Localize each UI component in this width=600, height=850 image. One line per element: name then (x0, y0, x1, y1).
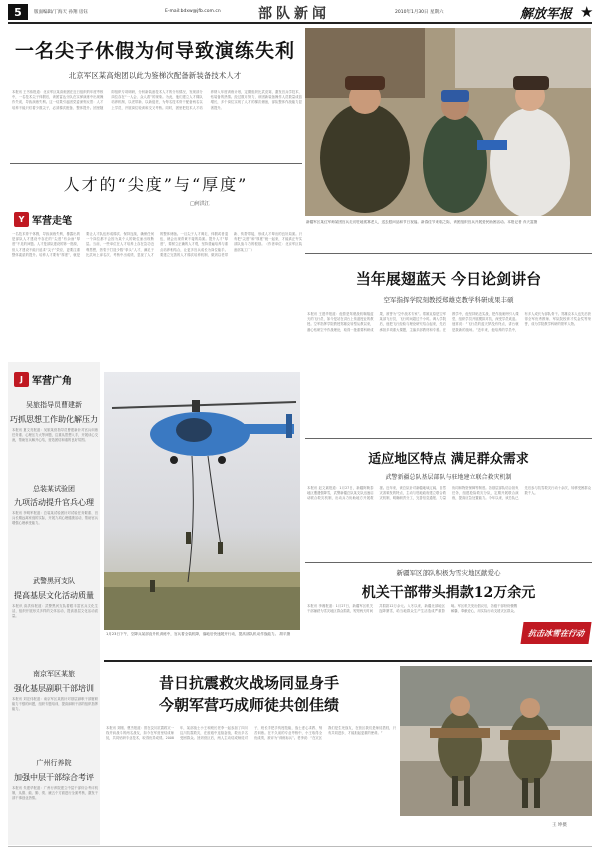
helicopter-photo-caption: 1月23日下午，空降兵某部直升机训练中，官兵着全装机降，落地后快速展开行动，提高部队机动作战能力。 胡平摄 (106, 632, 291, 636)
side-item-kicker: 南京军区某旅 (33, 670, 75, 678)
rescue-divider (305, 438, 592, 439)
rescue-headline: 适应地区特点 满足群众需求 (368, 452, 529, 467)
issue-date: 2010年1月30日 星期六 (395, 10, 444, 15)
donation-divider (305, 562, 592, 563)
side-item-kicker: 吴旅指导员曹建新 (26, 401, 82, 409)
side-item-title: 巧抓思想工作助化解压力 (10, 415, 98, 424)
soldiers-training-photo (400, 666, 592, 816)
donation-body-text: 本报讯 李湘报道：1月27日，新疆军区机关干部踊跃为雪灾地区群众捐款，短短两天时间共捐款12万余元。入冬以来，新疆北部地区连降暴雪，给当地群众生产生活造成严重影响。军区机关发出倡议后，各级干部纷纷慷慨解囊，奉献爱心，用实际行动支援灾区群众。 (307, 604, 517, 614)
paper-name-logo: 解放军报 (520, 7, 573, 22)
email-line: E-mail:bdxw@jfb.com.cn (165, 9, 221, 14)
feature-headline: 人才的“尖度”与“厚度” (63, 175, 249, 194)
side-item-kicker: 广州行养院 (36, 759, 72, 767)
lead-body-text: 本报讯 王书伟报道：北京军区某高炮团在近日组织的年度考核中，一名技术尖子休假后，该团雷达分队在实弹演练中出现操作失误，导致演练失利。这一结果引起团党委深刻反思：人才培养不能只盯着少数尖子，必须梯次配备、整体提升。团里随即组织专项调研，分析新装备技术人才的分布情况，发现部分岗位存在“一人会、众人看”的现象。为此，他们建立人才梯队培养机制，以老带新、以新促老，为每名技术骨干配备两名以上学员，开展岗位轮训和交叉考核。同时，团里把技术人才培养纳入年度训练计划，定期组织比武竞赛，激发官兵学技术、钻装备的热情。经过数月努力，该团新装备操作人员数量成倍增长，多个岗位实现了人才的梯次储备，部队整体作战能力显著提升。 (12, 90, 302, 110)
training-body-text: 本报讯 王建华报道：他曾是驾驶战机翱翔蓝天的飞行员，如今是站在讲台上传道授业的教授。空军指挥学院教授郑雄克转型从教以来，潜心钻研空中作战理论，取得一批重要科研成果，被誉为“空中战术专家”。郑雄克原是空军某部飞行员，飞行时间超过千小时。调入学院后，他把飞行经验与理论研究结合起来，先后承担多项重大课题，主编多部教材和专著。在教学中，他坚持贴近实战，把作战案例引入课堂，组织学员开展模拟对抗，深受学员欢迎。他常说：“飞行员的蓝天梦没有终点，讲台就是我新的战场。”近年来，他培养的学员中，有多人成长为部队骨干。郑雄克本人也先后获得全军优秀教师、军队院校育才奖金奖等荣誉，成为学院教学科研的领军人物。 (307, 312, 591, 332)
bottom-photo-byline: 王 坤摄 (552, 823, 567, 828)
campaign-badge (520, 622, 591, 644)
side-column-tag-label: 军营广角 (32, 376, 72, 387)
donation-kicker: 新疆军区部队积极为雪灾地区献爱心 (396, 569, 501, 577)
column-tag-label: 军营走笔 (32, 216, 72, 227)
lead-divider (10, 163, 302, 164)
rescue-body-text: 本报讯 赵文斌报道：1月27日，新疆阿勒泰地区遭遇强降雪，武警新疆总队某支队迅速启动联合救灾机制，出动兵力协助地方开展救援。近年来，该总队针对新疆地域辽阔、自然灾害频发的特点，主动与驻地政府建立联合救灾机制，明确职责分工，完善信息通报、力量协同和物资保障等制度。各基层部队结合担负任务，组建抢险救灾分队，定期开展联合演练，提高应急处置能力。今年以来，该总队已先后参与抗雪救灾行动十余次，转移受困群众数千人。 (307, 486, 591, 501)
side-item-body: 本报讯 高洪伟报道：武警黑河支队着眼丰富官兵文化生活，组织开展形式多样的文体活动，提高基层文化活动质量。 (12, 604, 98, 619)
elderly-visit-photo-art (305, 28, 591, 216)
side-column-tag (14, 372, 72, 387)
top-photo-caption: 新疆军区某红军师某团官兵走访驻地孤寡老人，送去慰问品和节日祝福。新春佳节来临之际，该团组织官兵开展爱民助困活动。本报记者 乔天富摄 (306, 220, 538, 224)
side-column-tag-icon: J (14, 372, 29, 387)
side-item-title: 提高基层文化活动质量 (14, 591, 94, 600)
editors-line: 版面编辑/丁海天 孙翔 房钰 (34, 10, 88, 15)
page-number-box (8, 4, 28, 20)
helicopter-training-photo-art (104, 372, 300, 630)
column-tag-icon: Y (14, 212, 29, 227)
helicopter-training-photo (104, 372, 300, 630)
bottom-divider (104, 660, 592, 662)
feature-body-text: 一名技术骨干休假，导致演练失利，暴露出的是部队人才建设中存在的“尖度”有余而“厚度”不足的问题。人才是部队建设的第一资源，但人才建设不能只追求“尖子”效应，更要注重整体素质的提升。培养人才要有“厚度”，就是要让人才队伍形成梯次、保持连续，确保任何一个岗位都不会因为某个人的缺位而出现断层。当前，一些单位在人才培养上存在急功近利思想，热衷于打造少数“拳头”人才，满足于比武场上拿名次、考核中出成绩，忽视了人才的整体储备。一旦尖子人才调走、休假或者退伍，就会出现青黄不接的局面。提升人才“厚度”，要树立正确的人才观，坚持普遍培养与重点培养相结合，让更多官兵成长为岗位能手。要建立完善的人才梯次培养机制，做到以老带新、传帮带接，形成人才辈出的良好局面。只有把“尖度”和“厚度”统一起来，才能真正夯实部队战斗力的根基。（作者单位：北京军区装备部某工厂） (12, 232, 302, 257)
rescue-subhead: 武警新疆总队基层部队与驻地建立联合救灾机制 (385, 474, 512, 481)
page-number: 5 (14, 5, 22, 19)
column-tag (14, 212, 72, 227)
bottom-headline-line2: 今朝军营巧成师徒共创佳绩 (158, 696, 339, 714)
bottom-body-text: 本报讯 刘刚、曹杰报道：曾在汶川抗震救灾一线并肩战斗的两名战友，如今在军营里结成师徒，共同钻研专业技术，取得优异成绩。2008年，某部战士小王和班长老李一起参加了四川汶川抗震救灾，在废墟中连续奋战，救出多名受困群众。回到营区后，两人主动结成师徒对子，班长手把手传授技能，战士虚心求教、刻苦训练。在不久前的专业考核中，小王取得全优成绩，被评为“训练标兵”。老李说：“在灾区我们是生死战友，在营区我们是师徒搭档，只有共同进步，才能担起更重的使命。” (106, 726, 396, 741)
side-item-kicker: 武警黑河支队 (33, 577, 75, 585)
soldiers-training-photo-art (400, 666, 592, 816)
feature-byline: □何洪江 (190, 201, 210, 207)
side-item-title: 九项活动提升官兵心理 (14, 498, 94, 507)
campaign-badge-text: 抗击冰雪在行动 (527, 628, 585, 638)
donation-headline: 机关干部带头捐款12万余元 (361, 585, 536, 601)
bottom-headline-line1: 昔日抗震救灾战场同显身手 (158, 674, 339, 692)
footer-rule (8, 846, 592, 847)
side-item-body: 本报讯 朱建华报道：广州行养院建立中层干部综合考评机制，从德、能、勤、绩、廉五个方面进行全面考核，激发干部干事创业热情。 (12, 786, 98, 801)
top-photo-divider (305, 253, 592, 254)
side-item-kicker: 总装某试验团 (33, 485, 75, 493)
masthead-rule (8, 22, 592, 24)
elderly-visit-photo (305, 28, 591, 216)
training-subhead: 空军指挥学院刻教授郑雄克教学科研成果丰硕 (383, 296, 514, 304)
side-item-title: 加强中层干部综合考评 (14, 773, 94, 782)
lead-subhead: 北京军区某高炮团以此为鉴梯次配备新装备技术人才 (68, 71, 242, 80)
side-item-title: 强化基层副职干部培训 (14, 684, 94, 693)
section-title: 部队新闻 (258, 6, 330, 22)
star-icon: ★ (580, 3, 594, 21)
side-item-body: 本报讯 刘宏伟报道：南京军区某旅针对基层副职干部履职能力不强的问题，组织专题培训，提高副职干部的组织指挥能力。 (12, 697, 98, 712)
side-item-body: 本报讯 夏文亮报道：吴旅某营指导员曹建新针对官兵训练任务重、心理压力大等问题，注重从思想入手，开展谈心交流，帮助官兵解开心结，营造团结和谐的良好氛围。 (12, 428, 98, 443)
lead-headline: 一名尖子休假为何导致演练失利 (14, 40, 295, 62)
masthead (0, 0, 600, 24)
training-headline: 当年展翅蓝天 今日论剑讲台 (355, 270, 542, 288)
side-item-body: 本报讯 李明军报道：总装某试验团针对试验任务繁重、官兵长期远离家庭的实际，开展九项心理健康活动，帮助官兵增强心理承受能力。 (12, 511, 98, 526)
